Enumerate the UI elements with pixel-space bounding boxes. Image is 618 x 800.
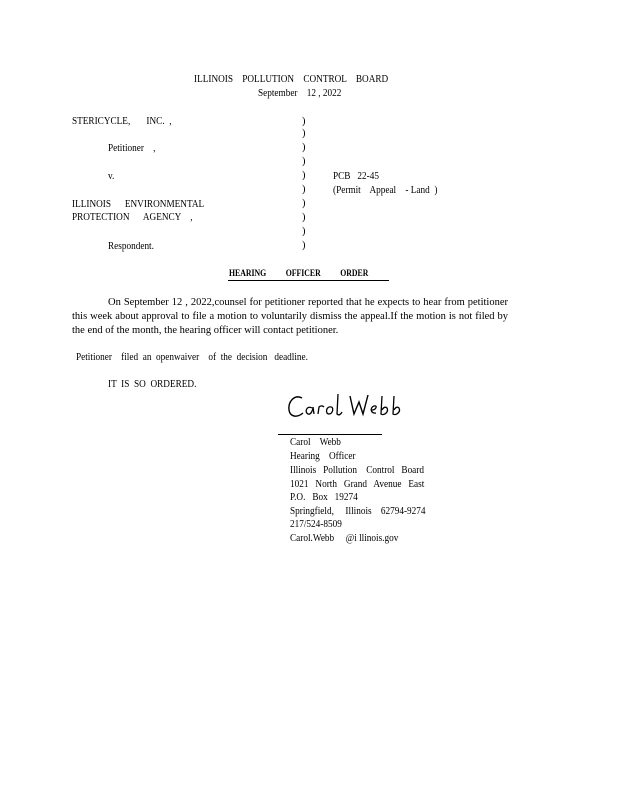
caption-paren: ) bbox=[302, 240, 306, 251]
signer-phone: 217/524-8509 bbox=[290, 519, 342, 530]
signer-po-box: P.O. Box 19274 bbox=[290, 492, 358, 503]
caption-paren: ) bbox=[302, 226, 306, 237]
board-heading: ILLINOIS POLLUTION CONTROL BOARD bbox=[194, 74, 389, 85]
so-ordered: IT IS SO ORDERED. bbox=[108, 379, 197, 390]
versus: v. bbox=[108, 171, 115, 182]
signer-name: Carol Webb bbox=[290, 437, 341, 448]
paragraph-status bbox=[72, 296, 508, 338]
case-type: (Permit Appeal - Land ) bbox=[333, 185, 438, 196]
respondent-name-line-2: PROTECTION AGENCY , bbox=[72, 212, 193, 223]
signer-street: 1021 North Grand Avenue East bbox=[290, 479, 425, 490]
handwritten-signature bbox=[284, 390, 414, 426]
caption-paren: ) bbox=[302, 184, 306, 195]
case-number: PCB 22-45 bbox=[333, 171, 379, 182]
petitioner-name: STERICYCLE, INC. , bbox=[72, 116, 172, 127]
paragraph-status-text: On September 12 , 2022,counsel for petitioner reported that he expects to hear from petitioner this week about approval to file a motion to voluntarily dismiss the appeal.If the motion is not filed by the end of the month, the hearing officer will contact petitioner. bbox=[72, 297, 508, 336]
respondent-name-line-1: ILLINOIS ENVIRONMENTAL bbox=[72, 199, 205, 210]
caption-paren: ) bbox=[302, 128, 306, 139]
petitioner-role: Petitioner , bbox=[108, 143, 156, 154]
order-title: HEARING OFFICER ORDER bbox=[229, 269, 369, 279]
signer-organization: Illinois Pollution Control Board bbox=[290, 465, 424, 476]
caption-paren: ) bbox=[302, 170, 306, 181]
paragraph-waiver: Petitioner filed an openwaiver of the decision deadline. bbox=[76, 352, 308, 363]
caption-paren: ) bbox=[302, 142, 306, 153]
signer-city: Springfield, Illinois 62794-9274 bbox=[290, 506, 426, 517]
signer-email: Carol.Webb @i llinois.gov bbox=[290, 533, 399, 544]
signer-title: Hearing Officer bbox=[290, 451, 356, 462]
order-date: September 12 , 2022 bbox=[258, 88, 342, 99]
respondent-role: Respondent. bbox=[108, 241, 154, 252]
signature-line bbox=[278, 434, 382, 435]
title-underline bbox=[228, 280, 389, 281]
caption-paren: ) bbox=[302, 116, 306, 127]
caption-paren: ) bbox=[302, 156, 306, 167]
caption-paren: ) bbox=[302, 212, 306, 223]
caption-paren: ) bbox=[302, 198, 306, 209]
